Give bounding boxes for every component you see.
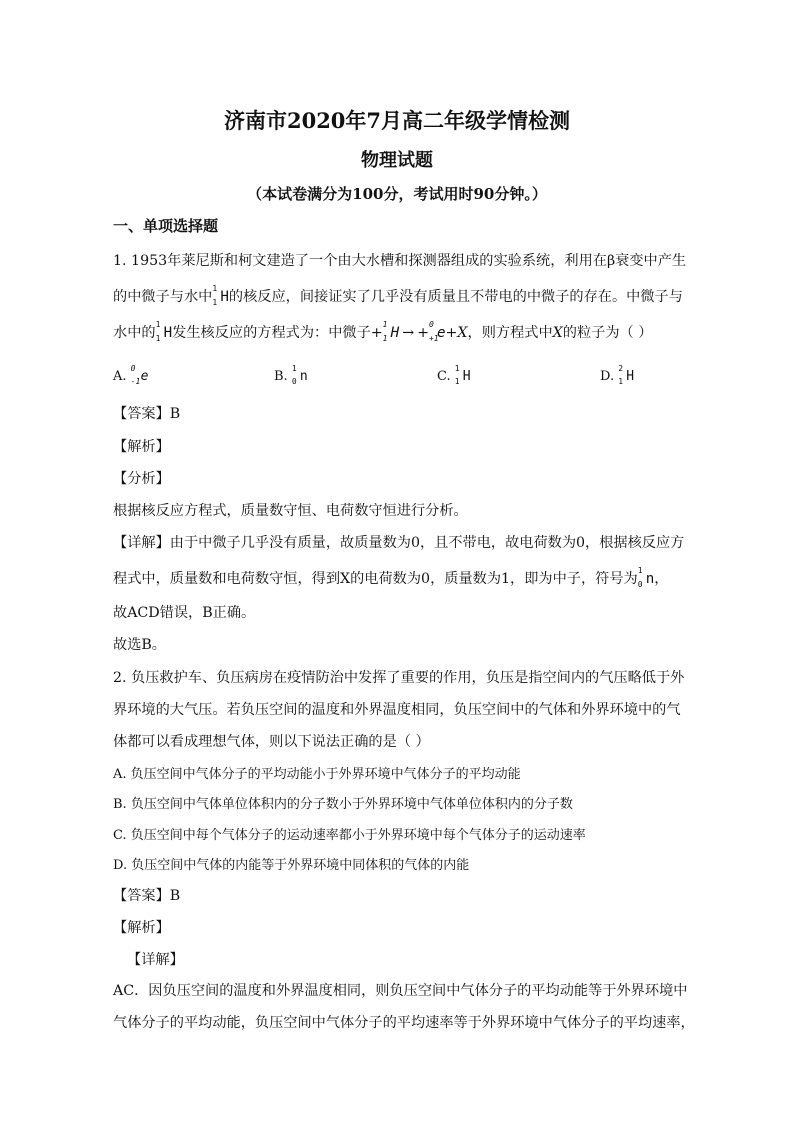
nuclide-symbol: e — [436, 325, 446, 341]
nuclide-hydrogen — [155, 320, 173, 343]
nuclide-charge: +1 — [428, 334, 439, 343]
equation-x: X — [457, 325, 468, 341]
q1-fenxi-text: 根据核反应方程式，质量数守恒、电荷数守恒进行分析。 — [113, 503, 468, 519]
option-label: A. — [113, 369, 127, 384]
q1-line-1: 1. 1953年莱尼斯和柯文建造了一个由大水槽和探测器组成的实验系统，利用在β衰变中产生 — [113, 253, 687, 269]
q1-option-c — [437, 364, 471, 386]
q2-option-c: C. 负压空间中每个气体分子的运动速率都小于外界环境中每个气体分子的运动速率 — [113, 828, 586, 843]
equation-arrow: → — [402, 325, 415, 341]
x-particle: X — [552, 325, 563, 341]
q1-detail-line-1: 【详解】由于中微子几乎没有质量，故质量数为0，且不带电，故电荷数为0，根据核反应方 — [113, 535, 685, 551]
option-label: D. — [600, 369, 615, 384]
nuclide-mass: 0 — [428, 320, 434, 329]
equation-plus: + — [417, 325, 429, 341]
nuclide-symbol: H — [626, 369, 635, 384]
option-nuclide — [454, 364, 471, 386]
option-nuclide — [618, 364, 635, 386]
q1-fenxi-label: 【分析】 — [113, 471, 170, 487]
q1-option-d — [600, 364, 635, 386]
exam-note: （本试卷满分为100分，考试用时90分钟。） — [247, 185, 547, 203]
q1-line-3-a: 水中的 — [113, 325, 156, 341]
nuclide-symbol: n — [645, 571, 655, 587]
nuclide-symbol: H — [220, 289, 229, 305]
nuclide-symbol: n — [299, 369, 308, 384]
equation-positron — [428, 320, 446, 343]
exam-subject: 物理试题 — [361, 150, 433, 171]
q2-ac-line-2: 气体分子的平均动能，负压空间中气体分子的平均速率等于外界环境中气体分子的平均速率， — [113, 1015, 695, 1031]
q1-detail-line-2-b: ， — [654, 571, 669, 587]
q2-ac-line-1: AC．因负压空间的温度和外界温度相同，则负压空间中气体分子的平均动能等于外界环境中 — [113, 983, 688, 999]
nuclide-mass: 1 — [291, 364, 297, 373]
nuclide-symbol: e — [140, 369, 149, 384]
equation-hydrogen — [382, 320, 400, 343]
nuclide-mass: 0 — [130, 364, 136, 373]
nuclide-symbol: H — [390, 325, 400, 341]
q1-detail-line-2 — [113, 568, 683, 588]
q2-detail-label: 【详解】 — [127, 952, 184, 968]
option-label: B. — [274, 369, 288, 384]
option-nuclide — [130, 364, 149, 386]
q1-line-2-a: 的中微子与水中 — [113, 289, 213, 305]
nuclide-symbol: H — [163, 325, 173, 341]
nuclide-mass: 1 — [637, 566, 643, 575]
q1-option-a — [113, 364, 149, 386]
q1-line-2 — [113, 286, 683, 306]
q1-conclusion: 故选B。 — [113, 637, 166, 653]
nuclide-charge: 1 — [454, 377, 460, 386]
q1-line-2-b: 的核反应，间接证实了几乎没有质量且不带电的中微子的存在。中微子与 — [228, 289, 683, 305]
q2-option-d: D. 负压空间中气体的内能等于外界环境中同体积的气体的内能 — [113, 858, 470, 873]
q1-line-3 — [113, 322, 683, 342]
equation-plus: + — [445, 325, 458, 341]
q2-option-a: A. 负压空间中气体分子的平均动能小于外界环境中气体分子的平均动能 — [113, 767, 521, 782]
q1-analysis-label: 【解析】 — [113, 439, 170, 455]
q1-detail-line-2-a: 程式中，质量数和电荷数守恒，得到X的电荷数为0，质量数为1，即为中子，符号为 — [113, 571, 638, 587]
q2-option-b: B. 负压空间中气体单位体积内的分子数小于外界环境中气体单位体积内的分子数 — [113, 797, 573, 812]
q1-option-b — [274, 364, 308, 386]
nuclide-hydrogen — [212, 284, 229, 307]
option-nuclide — [291, 364, 308, 386]
nuclide-charge: 0 — [291, 377, 297, 386]
q1-detail-line-3: 故ACD错误，B正确。 — [113, 605, 256, 621]
option-label: C. — [437, 369, 451, 384]
q2-line-3: 体都可以看成理想气体，则以下说法正确的是（ ） — [113, 734, 430, 750]
nuclide-mass: 1 — [382, 320, 388, 329]
section-heading: 一、单项选择题 — [113, 217, 219, 235]
nuclide-charge: -1 — [130, 377, 141, 386]
q2-line-2: 界环境的大气压。若负压空间的温度和外界温度相同，负压空间中的气体和外界环境中的气 — [113, 702, 681, 718]
q2-answer: 【答案】B — [113, 888, 181, 904]
q1-line-3-b: 发生核反应的方程式为：中微子 — [172, 325, 371, 341]
nuclide-mass: 1 — [212, 284, 218, 293]
nuclide-charge: 1 — [382, 334, 388, 343]
q1-line-3-d: 的粒子为（ ） — [562, 325, 653, 341]
nuclide-mass: 1 — [454, 364, 460, 373]
nuclide-charge: 1 — [618, 377, 624, 386]
nuclide-mass: 2 — [618, 364, 624, 373]
nuclide-charge: 0 — [637, 580, 643, 589]
exam-title: 济南市2020年7月高二年级学情检测 — [223, 108, 571, 133]
q2-line-1: 2. 负压救护车、负压病房在疫情防治中发挥了重要的作用，负压是指空间内的气压略低于外 — [113, 670, 685, 686]
q2-analysis-label: 【解析】 — [113, 920, 170, 936]
q1-answer: 【答案】B — [113, 406, 181, 422]
neutron-nuclide — [637, 566, 655, 589]
nuclide-charge: 1 — [155, 334, 161, 343]
nuclide-mass: 1 — [155, 320, 161, 329]
nuclide-symbol: H — [462, 369, 471, 384]
q1-line-3-c: ，则方程式中 — [467, 325, 553, 341]
equation-plus: + — [370, 325, 383, 341]
nuclide-charge: 1 — [212, 298, 218, 307]
